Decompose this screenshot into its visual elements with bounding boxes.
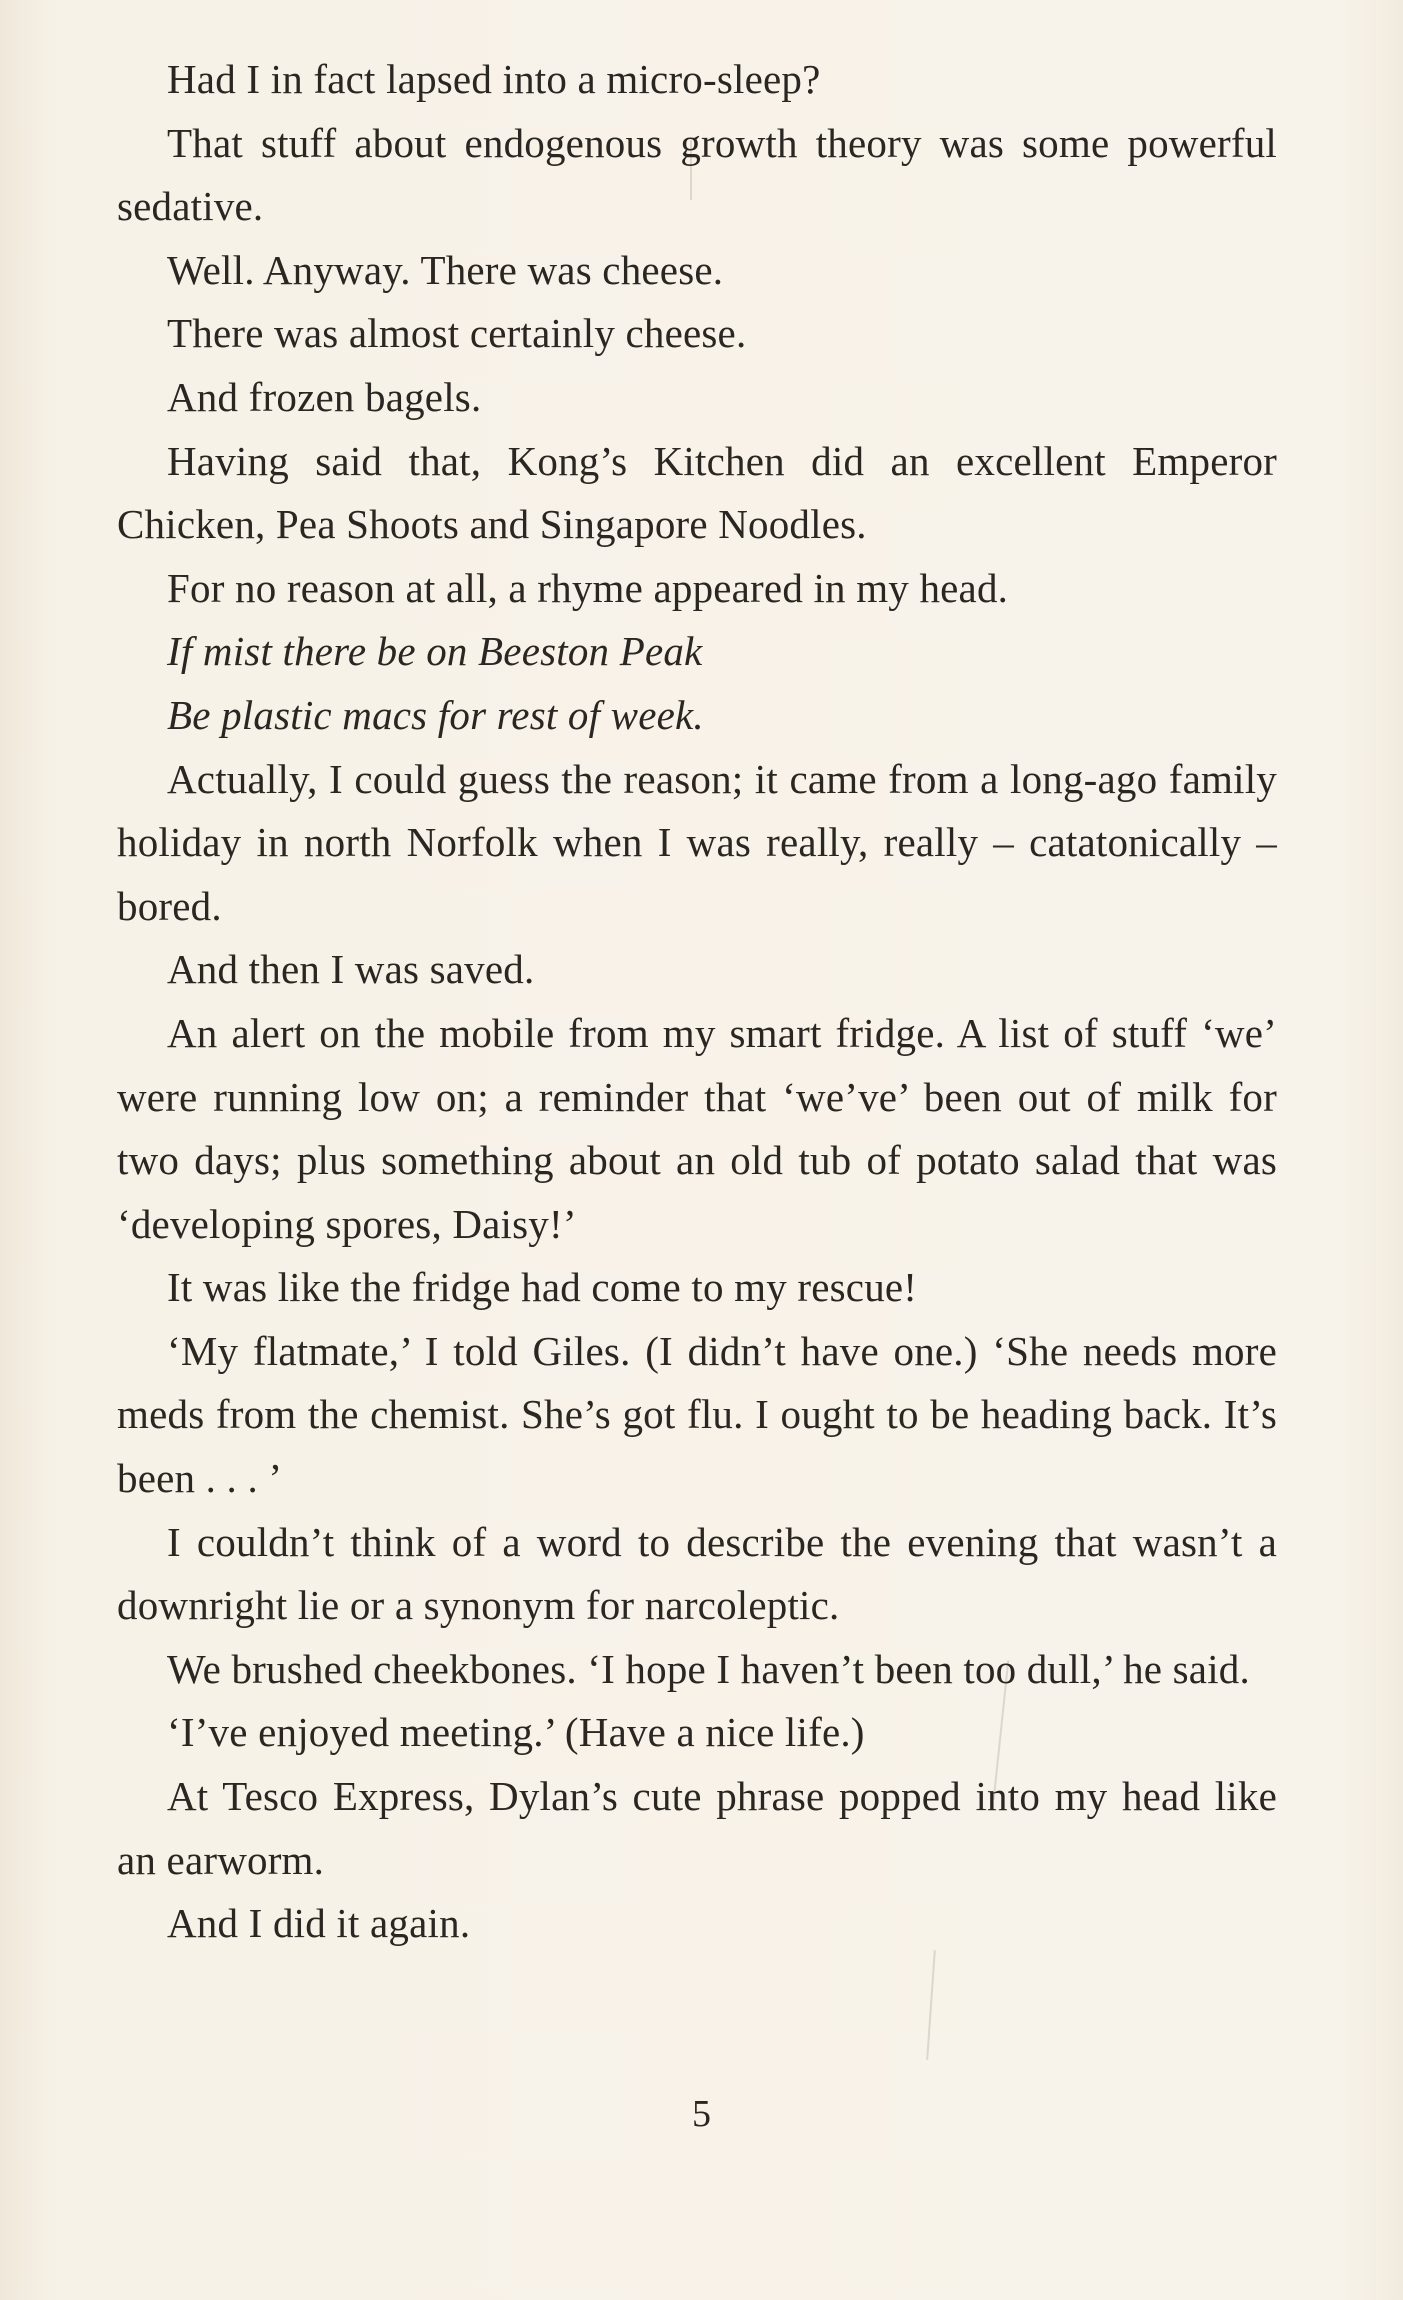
paragraph: We brushed cheekbones. ‘I hope I haven’t been too dull,’ he said. — [167, 1645, 1250, 1692]
paragraph: That stuff about endogenous growth theory was some powerful sedative. — [117, 119, 1277, 230]
paragraph: An alert on the mobile from my smart fridge. A list of stuff ‘we’ were running low on; a reminder that ‘we’ve’ been out of milk for two days; plus something about an old tub of potato salad that was ‘developing spores, Daisy!’ — [117, 1009, 1277, 1247]
paragraph: For no reason at all, a rhyme appeared in my head. — [167, 564, 1009, 611]
paragraph: Actually, I could guess the reason; it came from a long-ago family holiday in north Norfolk when I was really, really – catatonically – bored. — [117, 755, 1277, 929]
paragraph: ‘I’ve enjoyed meeting.’ (Have a nice life.) — [167, 1709, 865, 1756]
page-number: 5 — [692, 2093, 711, 2135]
body-text — [117, 48, 1277, 1956]
paragraph: At Tesco Express, Dylan’s cute phrase popped into my head like an earworm. — [117, 1773, 1277, 1883]
paragraph: Had I in fact lapsed into a micro-sleep? — [167, 56, 821, 102]
rhyme-line: Be plastic macs for rest of week. — [167, 691, 704, 738]
page-crease-mark — [926, 1950, 936, 2060]
paragraph: It was like the fridge had come to my rescue! — [167, 1264, 918, 1311]
paragraph: And I did it again. — [167, 1900, 471, 1947]
paragraph: Well. Anyway. There was cheese. — [167, 246, 724, 293]
paragraph: And then I was saved. — [167, 946, 535, 993]
paragraph: ‘My flatmate,’ I told Giles. (I didn’t have one.) ‘She needs more meds from the chemist. She’s got flu. I ought to be heading back. It’s been . . . ’ — [117, 1327, 1277, 1502]
paragraph: Having said that, Kong’s Kitchen did an excellent Emperor Chicken, Pea Shoots and Singapore Noodles. — [117, 437, 1277, 548]
paragraph: I couldn’t think of a word to describe the evening that wasn’t a downright lie or a synonym for narcoleptic. — [117, 1518, 1277, 1629]
rhyme-line: If mist there be on Beeston Peak — [167, 628, 703, 675]
paragraph: And frozen bagels. — [167, 373, 482, 420]
paragraph: There was almost certainly cheese. — [167, 310, 747, 357]
